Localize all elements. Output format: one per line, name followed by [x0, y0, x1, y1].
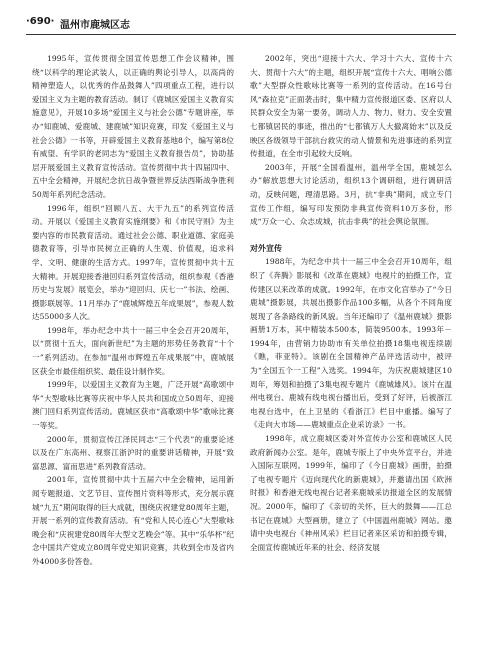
- paragraph-1988: 1988年，为纪念中共十一届三中全会召开10周年，组织了《奔腾》影展和《改革在鹿城》电视片的拍摄工作，宣传建区以来改革的成就。1992年，在市文化宫举办了“今日鹿城”摄影展，共展出摄影作品100多幅，从各个不同角度展现了各条路线的新风貌。当年还编印了《温州鹿城》摄影画册1万本，其中精装本500本，简装9500本。1993年－1994年，由营销力协助市有关单位拍摄18集电视连续剧《瞧，菲亚特》。该剧在全国精神产品评选活动中，被评为“全国五个一工程”入选奖。1994年，为庆祝鹿城建区10周年，筹划和拍摄了3集电视专题片《鹿城雄风》。该片在温州电视台、鹿城有线电视台播出后，受到了好评，后被浙江电视台选中，在上卫星的《看浙江》栏目中重播。编写了《走向大市场——鹿城重点企业采访录》一书。: [250, 257, 452, 430]
- paragraph-2002: 2002年，突出“迎接十六大、学习十六大、宣传十六大、贯彻十六大”的主题，组织开展“宣传十六大、唱响公德歌”大型群众性歌咏比赛等一系列的宣传活动。在16号台风“森拉克”正面袭击时，集中精力宣传报道区委、区府以人民群众安全为第一要务，调动人力、物力、财力、安全安置七都镇居民的事迹，推出的“七都镇万人大撤离始末”以及反映区各级领导干部抗台救灾的动人情景和先进事迹的系列宣传报道，在全市引起较大反响。: [250, 54, 452, 159]
- paragraph-1995: 1995年，宣传贯彻全国宣传思想工作会议精神，围绕“以科学的理论武装人，以正确的舆论引导人，以高尚的精神塑造人，以优秀的作品鼓舞人”四项重点工程，进行以爱国主义为主题的教育活动。制订《鹿城区爱国主义教育实施意见》，开展10多场“爱国主义与社会公德”专题讲座，举办“知鹿城、爱鹿城、建鹿城”知识竞赛，印发《爱国主义与社会公德》一书等，开辟爱国主义教育基地8个，编写第8位有威望、有学识的老同志为“爱国主义教育报告员”，协助基层开展爱国主义教育宣传活动。宣传贯彻中共十四届四中、五中全会精神，开展纪念抗日战争暨世界反法西斯战争胜利50周年系列纪念活动。: [32, 54, 234, 199]
- page-header: [26, 14, 456, 35]
- paragraph-2000: 2000年，贯彻宣传江泽民同志“三个代表”的重要论述以及在广东高州、视察江浙沪时的重要讲话精神，开展“致富思源、富而思进”系列教育活动。: [32, 434, 234, 471]
- paragraph-1998: 1998年，举办纪念中共十一届三中全会召开20周年，以“贯彻十五大，面向新世纪”为主题的形势任务教育“十个一”系列活动。在参加“温州市辉煌五年成果展”中，鹿城展区获全市最佳组织奖、最佳设计制作奖。: [32, 325, 234, 376]
- book-title: 温州市鹿城区志: [60, 20, 130, 31]
- paragraph-1996: 1996年，组织“回顾八五、大干九五”的系列宣传活动。开展以《爱国主义教育实施纲要》和《市民守则》为主要内容的市民教育活动。通过社会公德、职业道德、家庭美德教育等，引导市民树立正确的人生观、价值观，追求科学、文明、健康的生活方式。1997年，宣传贯彻中共十五大精神。开展迎接香港回归系列宣传活动，组织参观《香港历史与发展》展览会，举办“迎回归、庆七一”书法、绘画、摄影联展等。11月举办了“鹿城辉煌五年成果展”，参观人数达55000多人次。: [32, 203, 234, 322]
- section-heading-external-publicity: 对外宣传: [250, 243, 282, 253]
- right-column: [250, 52, 452, 554]
- page-number: ·690·: [26, 16, 55, 27]
- paragraph-1999: 1999年，以爱国主义教育为主题，广泛开展“高歌颂中华”大型歌咏比赛等庆祝中华人民共和国成立50周年、迎接澳门回归系列宣传活动。鹿城区获市“高歌颂中华”歌咏比赛一等奖。: [32, 380, 234, 431]
- paragraph-1998-external: 1998年，成立鹿城区委对外宣传办公室和鹿城区人民政府新闻办公室。是年，鹿城专版上了中央外宣平台，并进入国际互联网。1999年，编印了《今日鹿城》画册，拍摄了电视专题片《迈向现代化的新鹿城》，并邀请出国《欧洲时报》和香港无线电视台记者来鹿城采访报道全区的发展情况。2000年，编印了《亲切的关怀，巨大的鼓舞——江总书记在鹿城》大型画册，建立了《中国温州鹿城》网站。邀请中央电视台《神州风采》栏目记者来区采访和拍摄专辑，全面宣传鹿城近年来的社会、经济发展: [250, 434, 452, 552]
- paragraph-2003: 2003年，开展“全国看温州，温州学全国，鹿城怎么办”解放思想大讨论活动，组织13个调研组，进行调研活动，反映问题，理清思路。3月，抗“非典”期间，成立专门宣传工作组，编写印发预防非典宣传资料10万多份，形成“万众一心、众志成城，抗击非典”的社会舆论氛围。: [250, 162, 452, 227]
- left-column: [32, 52, 234, 569]
- paragraph-2001: 2001年，宣传贯彻中共十五届六中全会精神，运用新闻专题报道、文艺节目、宣传图片资料等形式，充分展示鹿城“九五”期间取得的巨大成就，围绕庆祝建党80周年主题，开展一系列的宣传教育活动。有“党和人民心连心”大型歌咏晚会和“庆祝建党80周年大型文艺晚会”等。其中“乐华杯”纪念中国共产党成立80周年党史知识竞赛，共收到全市及省内外4000多份答卷。: [32, 475, 234, 566]
